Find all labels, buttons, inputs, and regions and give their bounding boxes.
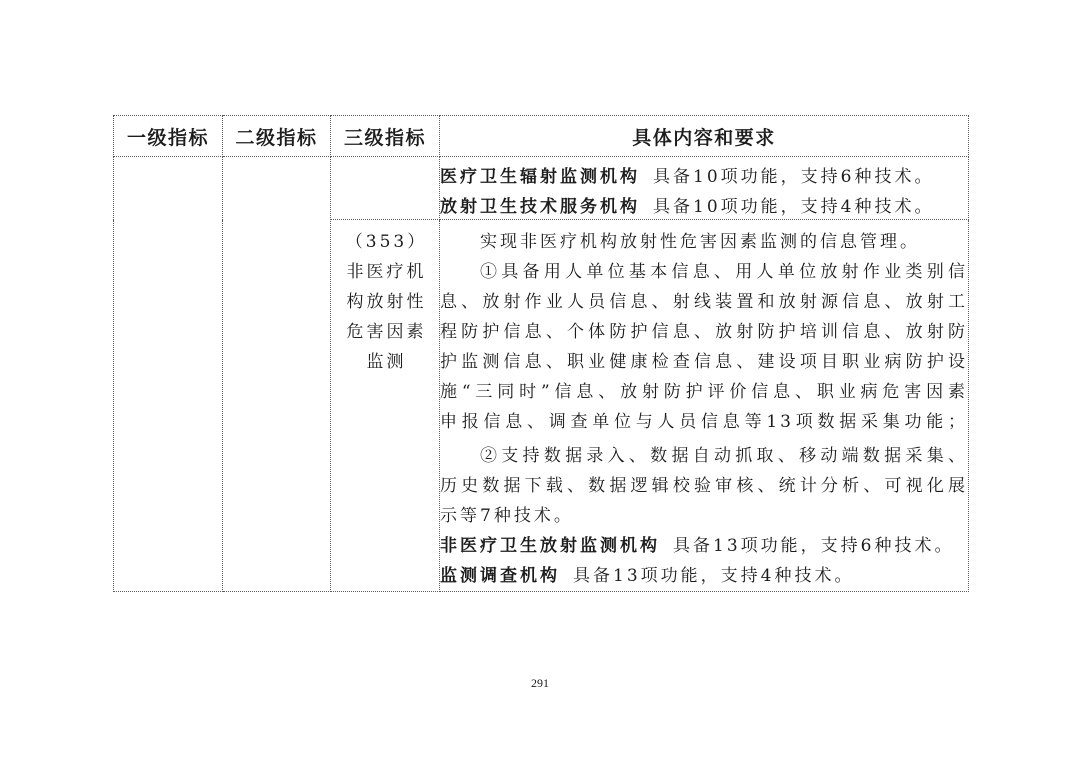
intro-paragraph: 实现非医疗机构放射性危害因素监测的信息管理。 [480, 232, 920, 252]
item2-line: 示等7种技术。 [440, 506, 574, 526]
indicator-line: 危害因素 [346, 322, 427, 342]
header-level1: 一级指标 [114, 116, 223, 157]
table-row [114, 157, 969, 220]
item1-line: 申报信息、调查单位与人员信息等13项数据采集功能； [440, 412, 968, 432]
indicator-line: 监测 [366, 352, 407, 372]
content-cell [440, 157, 969, 220]
institution-line [440, 561, 968, 591]
item1-line: 护监测信息、职业健康检查信息、建设项目职业病防护设 [440, 352, 968, 372]
level3-cell [331, 220, 440, 592]
institution-line [440, 531, 968, 561]
indicator-label [331, 220, 439, 377]
item1-line: 息、放射作业人员信息、射线装置和放射源信息、放射工 [440, 292, 968, 312]
level1-cell [114, 157, 223, 592]
institution-requirement: 具备13项功能，支持4种技术。 [573, 566, 855, 586]
institution-line [440, 192, 968, 222]
indicator-line: （353） [345, 232, 428, 252]
institution-line [440, 162, 968, 192]
institution-requirement: 具备13项功能，支持6种技术。 [673, 536, 955, 556]
page-number: 291 [531, 676, 549, 690]
content-cell [440, 220, 969, 592]
header-row [114, 116, 969, 157]
institution-name: 监测调查机构 [440, 566, 560, 586]
institution-name: 非医疗卫生放射监测机构 [440, 536, 660, 556]
institution-requirement: 具备10项功能，支持6种技术。 [653, 167, 935, 187]
header-level2: 二级指标 [223, 116, 331, 157]
indicator-line: 构放射性 [346, 292, 427, 312]
item2-line: ②支持数据录入、数据自动抓取、移动端数据采集、 [480, 446, 968, 466]
content-lines [440, 220, 968, 591]
institution-name: 放射卫生技术服务机构 [440, 197, 640, 217]
header-level3: 三级指标 [331, 116, 440, 157]
institution-name: 医疗卫生辐射监测机构 [440, 167, 640, 187]
level3-cell-empty [331, 157, 440, 220]
item2-line: 历史数据下载、数据逻辑校验审核、统计分析、可视化展 [440, 476, 968, 496]
indicator-line: 非医疗机 [346, 262, 427, 282]
item1-line: 施“三同时”信息、放射防护评价信息、职业病危害因素 [440, 382, 968, 402]
item1-line: 程防护信息、个体防护信息、放射防护培训信息、放射防 [440, 322, 968, 342]
level2-cell [223, 157, 331, 592]
indicator-table [113, 115, 969, 592]
institution-requirement: 具备10项功能，支持4种技术。 [653, 197, 935, 217]
content-lines [440, 157, 968, 219]
item1-line: ①具备用人单位基本信息、用人单位放射作业类别信 [480, 262, 968, 282]
header-content: 具体内容和要求 [440, 116, 969, 157]
